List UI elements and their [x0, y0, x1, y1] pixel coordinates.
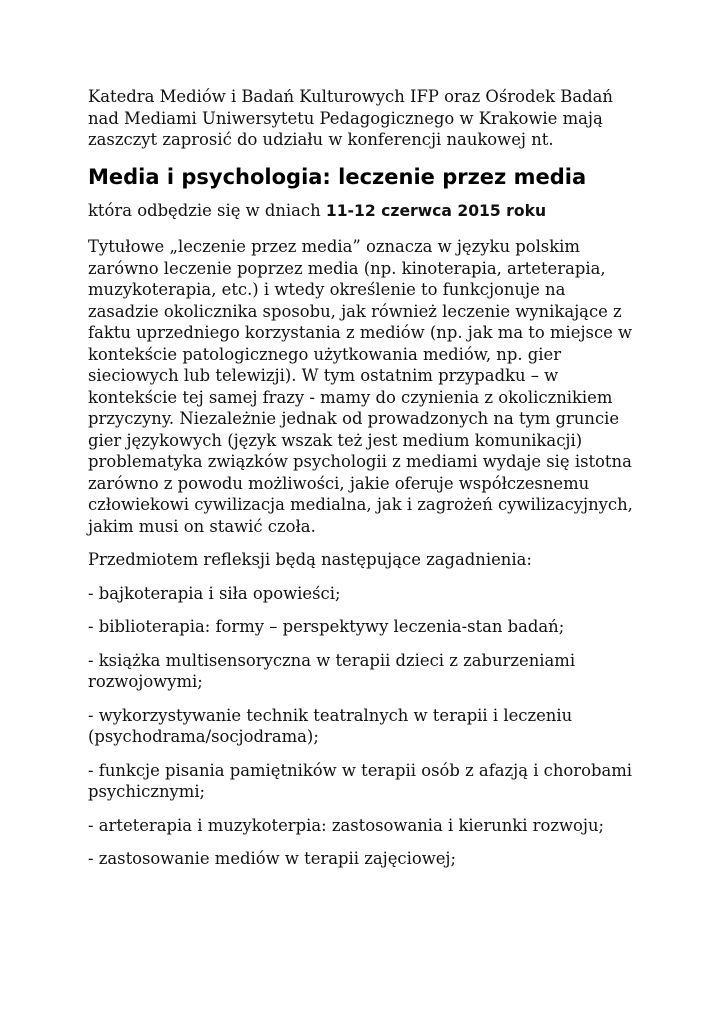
body-line: faktu uprzedniego korzystania z mediów (np. jak ma to miejsce w: [88, 323, 633, 342]
topic-item: [88, 583, 640, 605]
body-line: Tytułowe „leczenie przez media” oznacza w języku polskim: [88, 237, 580, 256]
body-line: problematyka związków psychologii z mediami wydaje się istotna: [88, 452, 632, 471]
topic-line: rozwojowymi;: [88, 672, 203, 691]
intro-line: zaszczyt zaprosić do udziału w konferencji naukowej nt.: [88, 130, 554, 149]
body-line: sieciowych lub telewizji). W tym ostatnim przypadku – w: [88, 366, 559, 385]
topic-line: (psychodrama/socjodrama);: [88, 727, 319, 746]
topics-list: [88, 583, 640, 870]
intro-paragraph: [88, 86, 640, 151]
body-line: zarówno z powodu możliwości, jakie oferuje współczesnemu: [88, 473, 590, 493]
topic-line: - arteterapia i muzykoterpia: zastosowania i kierunki rozwoju;: [88, 815, 605, 835]
body-line: muzykoterapia, etc.) i wtedy określenie to funkcjonuje na: [88, 280, 566, 299]
body-line: przyczyny. Niezależnie jednak od prowadzonych na tym gruncie: [88, 409, 620, 428]
topic-item: [88, 650, 640, 693]
dates-value: 11-12 czerwca 2015 roku: [325, 201, 547, 220]
intro-line: nad Mediami Uniwersytetu Pedagogicznego w Krakowie mają: [88, 108, 603, 128]
topic-line: - zastosowanie mediów w terapii zajęciowej;: [88, 849, 457, 868]
topic-item: [88, 815, 640, 837]
topic-item: [88, 616, 640, 638]
description-paragraph: [88, 236, 640, 537]
topic-item: [88, 848, 640, 870]
conference-dates: [88, 200, 640, 223]
body-line: jakim musi on stawić czoła.: [88, 516, 316, 536]
document-page: [88, 86, 640, 870]
topic-item: [88, 760, 640, 803]
topic-item: [88, 705, 640, 748]
conference-title: Media i psychologia: leczenie przez media: [88, 164, 587, 189]
body-line: kontekście patologicznego użytkowania mediów, np. gier: [88, 344, 562, 364]
topic-line: psychicznymi;: [88, 782, 206, 801]
topic-line: - wykorzystywanie technik teatralnych w terapii i leczeniu: [88, 705, 573, 725]
intro-line: Katedra Mediów i Badań Kulturowych IFP oraz Ośrodek Badań: [88, 87, 613, 106]
topic-line: - biblioterapia: formy – perspektywy leczenia-stan badań;: [88, 617, 565, 636]
body-line: zasadzie okolicznika sposobu, jak również leczenie wynikające z: [88, 301, 622, 321]
body-line: zarówno leczenie poprzez media (np. kinoterapia, arteterapia,: [88, 258, 606, 278]
topics-lead: Przedmiotem refleksji będą następujące zagadnienia:: [88, 550, 532, 569]
dates-prefix: która odbędzie się w dniach: [88, 200, 326, 220]
topic-line: - bajkoterapia i siła opowieści;: [88, 583, 341, 603]
body-line: człowiekowi cywilizacja medialna, jak i zagrożeń cywilizacyjnych,: [88, 495, 633, 514]
topic-line: - książka multisensoryczna w terapii dzieci z zaburzeniami: [88, 650, 576, 670]
topic-line: - funkcje pisania pamiętników w terapii osób z afazją i chorobami: [88, 760, 633, 780]
body-line: kontekście tej samej frazy - mamy do czynienia z okolicznikiem: [88, 387, 613, 407]
body-line: gier językowych (język wszak też jest medium komunikacji): [88, 430, 583, 450]
